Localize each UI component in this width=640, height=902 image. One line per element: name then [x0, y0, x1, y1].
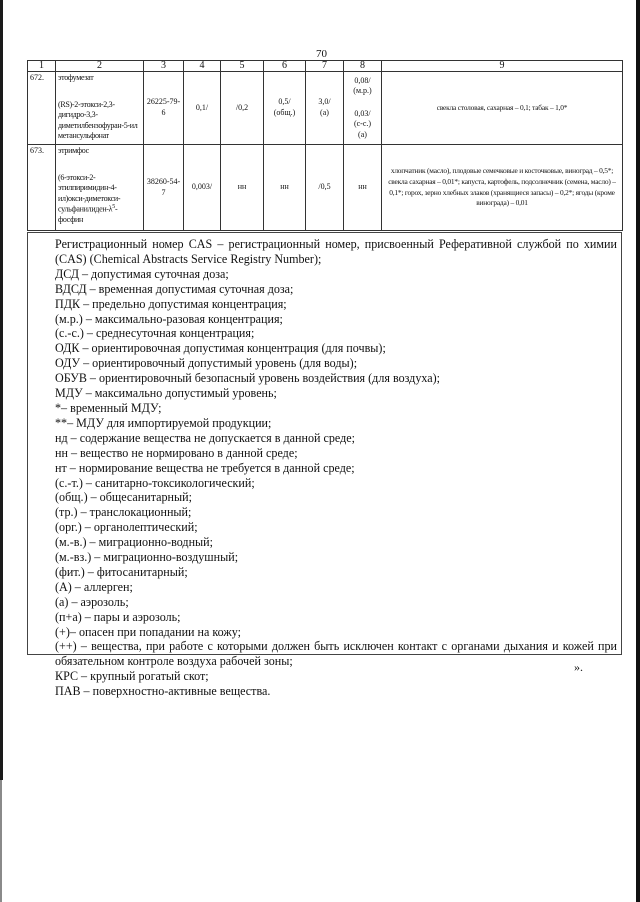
substance-name: этримфос	[58, 146, 89, 155]
note-item: ДСД – допустимая суточная доза;	[55, 266, 229, 281]
cell-col4: 0,1/	[184, 72, 221, 145]
scan-edge-left-lower	[0, 780, 2, 902]
chemical-name: (RS)-2-этокси-2,3-дигидро-3,3-диметилбензофуран-5-ил метансульфонат	[58, 99, 138, 141]
note-item: ОБУВ – ориентировочный безопасный уровень воздействия (для воздуха);	[55, 371, 441, 386]
note-item: (тр.) – транслокационный;	[55, 505, 192, 520]
closing-quote: ».	[574, 660, 583, 674]
note-item: (с.-т.) – санитарно-токсикологический;	[55, 475, 255, 490]
cell-col5: /0,2	[221, 72, 264, 145]
note-item: *– временный МДУ;	[55, 400, 162, 415]
cell-col7	[306, 72, 344, 145]
note-item: МДУ – максимально допустимый уровень;	[55, 386, 277, 401]
col6-value: 0,5/	[278, 97, 291, 107]
scan-edge-right	[636, 0, 640, 902]
col8-note-2: (с-с.)	[353, 119, 372, 129]
cell-col6: нн	[264, 145, 306, 231]
note-item: (п+а) – пары и аэрозоль;	[55, 609, 181, 624]
cell-col5: нн	[221, 145, 264, 231]
substance-name-cell	[56, 72, 144, 145]
substance-name: этофумезат	[58, 73, 94, 82]
cell-col9: хлопчатник (масло), плодовые семечковые и косточковые, виноград – 0,5*; свекла сахарная – 0,01*; капуста, картофель, подсолнечник (семена, масло) – 0,1*; горох, зерно хлебных злаков (хранящиеся запасы) – 0,2*; ягоды (кроме винограда) – 0,01	[382, 145, 623, 231]
page-number: 70	[316, 48, 327, 60]
col-header-7: 7	[306, 61, 344, 72]
row-number: 672.	[28, 72, 56, 145]
note-item: (с.-с.) – среднесуточная концентрация;	[55, 326, 255, 341]
cell-col4: 0,003/	[184, 145, 221, 231]
row-number: 673.	[28, 145, 56, 231]
note-item: (++) – вещества, при работе с которыми должен быть исключен контакт с органами дыхания и кожей при обязательном контроле воздуха рабочей зоны;	[55, 639, 617, 669]
note-item: КРС – крупный рогатый скот;	[55, 669, 209, 684]
chemical-name: $(6-этокси-2-этилпиримидин-4-ил)окси-диметокси-сульфанилиден-\lambda^5$-фосфин	[58, 172, 121, 225]
table-row	[28, 72, 623, 145]
note-item: ПДК – предельно допустимая концентрация;	[55, 296, 287, 311]
note-item: нн – вещество не нормировано в данной среде;	[55, 445, 298, 460]
col-header-3: 3	[144, 61, 184, 72]
note-item: ПАВ – поверхностно-активные вещества.	[55, 684, 271, 699]
note-item: (орг.) – органолептический;	[55, 520, 198, 535]
note-item: нд – содержание вещества не допускается в данной среде;	[55, 430, 356, 445]
cell-col6	[264, 72, 306, 145]
note-item: (+)– опасен при попадании на кожу;	[55, 624, 242, 639]
note-item: (фит.) – фитосанитарный;	[55, 564, 188, 579]
col8-note-3: (а)	[358, 129, 367, 139]
note-item: (м.-вз.) – миграционно-воздушный;	[55, 550, 239, 565]
cell-col9: свекла столовая, сахарная – 0,1; табак – 1,0*	[382, 72, 623, 145]
table-header-row	[28, 61, 623, 72]
col-header-6: 6	[264, 61, 306, 72]
substance-name-cell	[56, 145, 144, 231]
note-item: ОДУ – ориентировочный допустимый уровень (для воды);	[55, 356, 358, 371]
col8-value-2: 0,03/	[354, 108, 371, 118]
note-item: ОДК – ориентировочная допустимая концентрация (для почвы);	[55, 341, 386, 356]
col-header-9: 9	[382, 61, 623, 72]
col-header-5: 5	[221, 61, 264, 72]
col7-note: (а)	[320, 108, 329, 117]
col8-value-1: 0,08/	[354, 75, 371, 85]
cell-col8	[344, 72, 382, 145]
note-item: (а) – аэрозоль;	[55, 594, 129, 609]
note-item: нт – нормирование вещества не требуется в данной среде;	[55, 460, 355, 475]
col-header-2: 2	[56, 61, 144, 72]
note-item: **– МДУ для импортируемой продукции;	[55, 415, 272, 430]
note-item: ВДСД – временная допустимая суточная доза;	[55, 281, 294, 296]
note-item: (общ.) – общесанитарный;	[55, 490, 192, 505]
note-item: (м.-в.) – миграционно-водный;	[55, 535, 214, 550]
substance-table	[27, 60, 623, 231]
cell-col8: нн	[344, 145, 382, 231]
cell-col7: /0,5	[306, 145, 344, 231]
scan-edge-left	[0, 0, 3, 780]
cas-number: 26225-79-6	[144, 72, 184, 145]
table-row	[28, 145, 623, 231]
note-item: (А) – аллерген;	[55, 579, 133, 594]
abbreviations-notes	[27, 232, 622, 699]
cas-number: 38260-54-7	[144, 145, 184, 231]
col-header-1: 1	[28, 61, 56, 72]
col8-note-1: (м.р.)	[353, 86, 372, 96]
note-cas: Регистрационный номер CAS – регистрационный номер, присвоенный Реферативной службой по химии (CAS) (Chemical Abstracts Service Registry Number);	[55, 237, 617, 266]
col6-note: (общ.)	[273, 108, 296, 117]
col-header-4: 4	[184, 61, 221, 72]
col-header-8: 8	[344, 61, 382, 72]
col7-value: 3,0/	[318, 97, 331, 107]
note-item: (м.р.) – максимально-разовая концентрация;	[55, 311, 283, 326]
